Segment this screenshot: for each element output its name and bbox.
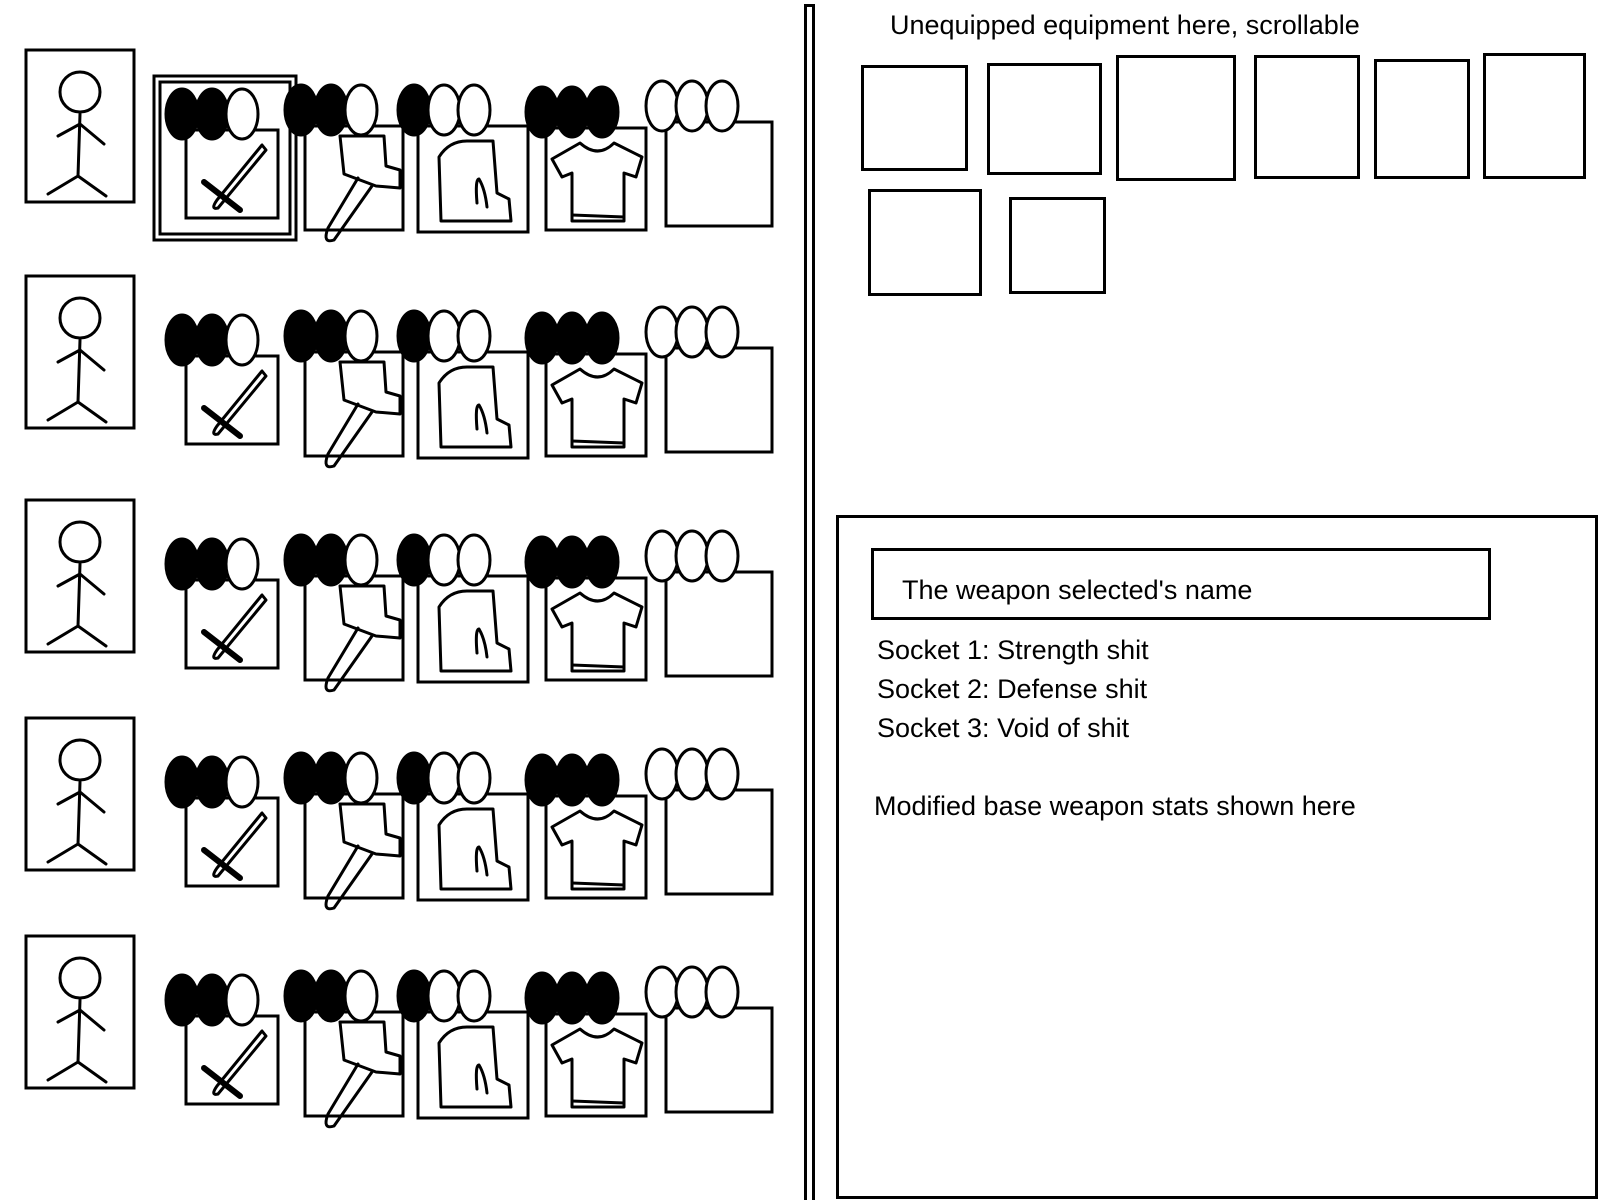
socket-gem — [676, 81, 708, 131]
character-portrait[interactable] — [26, 50, 134, 202]
shirt-hem — [572, 665, 624, 667]
socket-gem — [706, 307, 738, 357]
socket-gem — [428, 971, 460, 1021]
socket-gem — [526, 87, 558, 137]
equip-slot-chest[interactable] — [526, 755, 646, 898]
socket-gem — [706, 531, 738, 581]
inventory-slot[interactable] — [987, 63, 1102, 175]
equip-slot-armor[interactable] — [398, 535, 528, 682]
socket-gem — [285, 753, 317, 803]
socket-gem — [398, 85, 430, 135]
socket-gem — [345, 535, 377, 585]
socket-gem — [458, 971, 490, 1021]
socket-gem — [285, 971, 317, 1021]
socket-gem — [398, 535, 430, 585]
socket-2-stat: Socket 2: Defense shit — [877, 674, 1148, 704]
equip-slot-frame — [666, 122, 772, 226]
equip-slot-frame — [666, 1008, 772, 1112]
shirt-hem — [572, 1101, 624, 1103]
socket-gem — [226, 757, 258, 807]
socket-gem — [676, 307, 708, 357]
socket-gem — [428, 311, 460, 361]
socket-gem — [285, 311, 317, 361]
equip-slot-frame — [666, 348, 772, 452]
socket-gem — [315, 85, 347, 135]
inventory-slot[interactable] — [1483, 53, 1586, 179]
socket-gem — [586, 973, 618, 1023]
inventory-slot[interactable] — [1116, 55, 1236, 181]
socket-gem — [315, 971, 347, 1021]
socket-gem — [706, 967, 738, 1017]
inventory-slot[interactable] — [1374, 59, 1470, 179]
socket-gem — [166, 757, 198, 807]
socket-gem — [285, 535, 317, 585]
socket-gem — [428, 535, 460, 585]
equip-slot-offhand[interactable] — [285, 311, 403, 467]
socket-gem — [166, 315, 198, 365]
equip-slot-weapon[interactable] — [166, 757, 278, 886]
shirt-hem — [572, 215, 624, 217]
party-row[interactable] — [26, 50, 772, 241]
socket-gem — [458, 311, 490, 361]
socket-gem — [285, 85, 317, 135]
party-row[interactable] — [26, 500, 772, 691]
equip-slot-offhand[interactable] — [285, 753, 403, 909]
socket-gem — [646, 967, 678, 1017]
socket-gem — [676, 967, 708, 1017]
socket-gem — [526, 755, 558, 805]
socket-gem — [458, 753, 490, 803]
socket-gem — [646, 81, 678, 131]
equip-slot-frame — [666, 790, 772, 894]
socket-gem — [586, 87, 618, 137]
equip-slot-armor[interactable] — [398, 85, 528, 232]
party-row[interactable] — [26, 276, 772, 467]
equip-slot-empty[interactable] — [646, 531, 772, 676]
socket-gem — [398, 753, 430, 803]
equip-slot-offhand[interactable] — [285, 971, 403, 1127]
socket-gem — [428, 85, 460, 135]
socket-gem — [526, 537, 558, 587]
weapon-stats-note: Modified base weapon stats shown here — [874, 791, 1356, 821]
socket-gem — [196, 315, 228, 365]
socket-1-stat: Socket 1: Strength shit — [877, 635, 1149, 665]
socket-gem — [646, 307, 678, 357]
socket-gem — [166, 975, 198, 1025]
socket-gem — [226, 89, 258, 139]
panel-divider-cap — [804, 4, 815, 7]
socket-gem — [556, 87, 588, 137]
socket-gem — [556, 755, 588, 805]
socket-gem — [345, 753, 377, 803]
socket-gem — [706, 749, 738, 799]
equip-slot-weapon[interactable] — [166, 975, 278, 1104]
equip-slot-offhand[interactable] — [285, 535, 403, 691]
socket-gem — [398, 971, 430, 1021]
socket-gem — [676, 749, 708, 799]
socket-gem — [315, 753, 347, 803]
socket-gem — [315, 535, 347, 585]
equip-slot-empty[interactable] — [646, 81, 772, 226]
socket-gem — [706, 81, 738, 131]
inventory-slot[interactable] — [861, 65, 968, 171]
socket-gem — [196, 757, 228, 807]
socket-gem — [345, 971, 377, 1021]
socket-gem — [226, 539, 258, 589]
socket-gem — [586, 537, 618, 587]
socket-3-stat: Socket 3: Void of shit — [877, 713, 1130, 743]
weapon-name: The weapon selected's name — [902, 575, 1253, 605]
character-portrait[interactable] — [26, 936, 134, 1088]
party-row[interactable] — [26, 718, 772, 909]
socket-gem — [556, 537, 588, 587]
equip-slot-armor[interactable] — [398, 753, 528, 900]
equip-slot-chest[interactable] — [526, 313, 646, 456]
equip-slot-empty[interactable] — [646, 749, 772, 894]
socket-gem — [166, 89, 198, 139]
socket-gem — [556, 973, 588, 1023]
equip-slot-chest[interactable] — [526, 973, 646, 1116]
socket-gem — [428, 753, 460, 803]
socket-gem — [345, 85, 377, 135]
weapon-details-panel — [836, 515, 1598, 1199]
equip-slot-frame — [666, 572, 772, 676]
socket-gem — [166, 539, 198, 589]
character-portrait[interactable] — [26, 500, 134, 652]
character-portrait[interactable] — [26, 276, 134, 428]
inventory-title: Unequipped equipment here, scrollable — [890, 10, 1360, 40]
shirt-hem — [572, 883, 624, 885]
equip-slot-empty[interactable] — [646, 307, 772, 452]
socket-gem — [586, 755, 618, 805]
socket-gem — [196, 89, 228, 139]
socket-gem — [458, 85, 490, 135]
socket-gem — [526, 313, 558, 363]
party-row[interactable] — [26, 936, 772, 1127]
socket-gem — [526, 973, 558, 1023]
equip-slot-armor[interactable] — [398, 311, 528, 458]
inventory-slot[interactable] — [1254, 55, 1360, 179]
socket-gem — [646, 749, 678, 799]
socket-gem — [226, 315, 258, 365]
socket-gem — [586, 313, 618, 363]
socket-gem — [315, 311, 347, 361]
panel-divider-inner — [812, 4, 815, 1200]
equip-slot-weapon[interactable] — [166, 539, 278, 668]
inventory-slot[interactable] — [1009, 197, 1106, 294]
socket-gem — [196, 975, 228, 1025]
socket-gem — [556, 313, 588, 363]
equip-slot-offhand[interactable] — [285, 85, 403, 241]
socket-gem — [398, 311, 430, 361]
shirt-hem — [572, 441, 624, 443]
socket-gem — [646, 531, 678, 581]
character-portrait[interactable] — [26, 718, 134, 870]
socket-gem — [196, 539, 228, 589]
socket-gem — [226, 975, 258, 1025]
equip-slot-weapon[interactable] — [166, 315, 278, 444]
socket-gem — [676, 531, 708, 581]
equip-slot-armor[interactable] — [398, 971, 528, 1118]
equip-slot-chest[interactable] — [526, 537, 646, 680]
weapon-name-box — [871, 548, 1491, 620]
socket-gem — [345, 311, 377, 361]
inventory-slot[interactable] — [868, 189, 982, 296]
equip-slot-empty[interactable] — [646, 967, 772, 1112]
equip-slot-chest[interactable] — [526, 87, 646, 230]
equip-slot-weapon[interactable] — [154, 76, 296, 240]
socket-gem — [458, 535, 490, 585]
panel-divider — [804, 4, 807, 1200]
